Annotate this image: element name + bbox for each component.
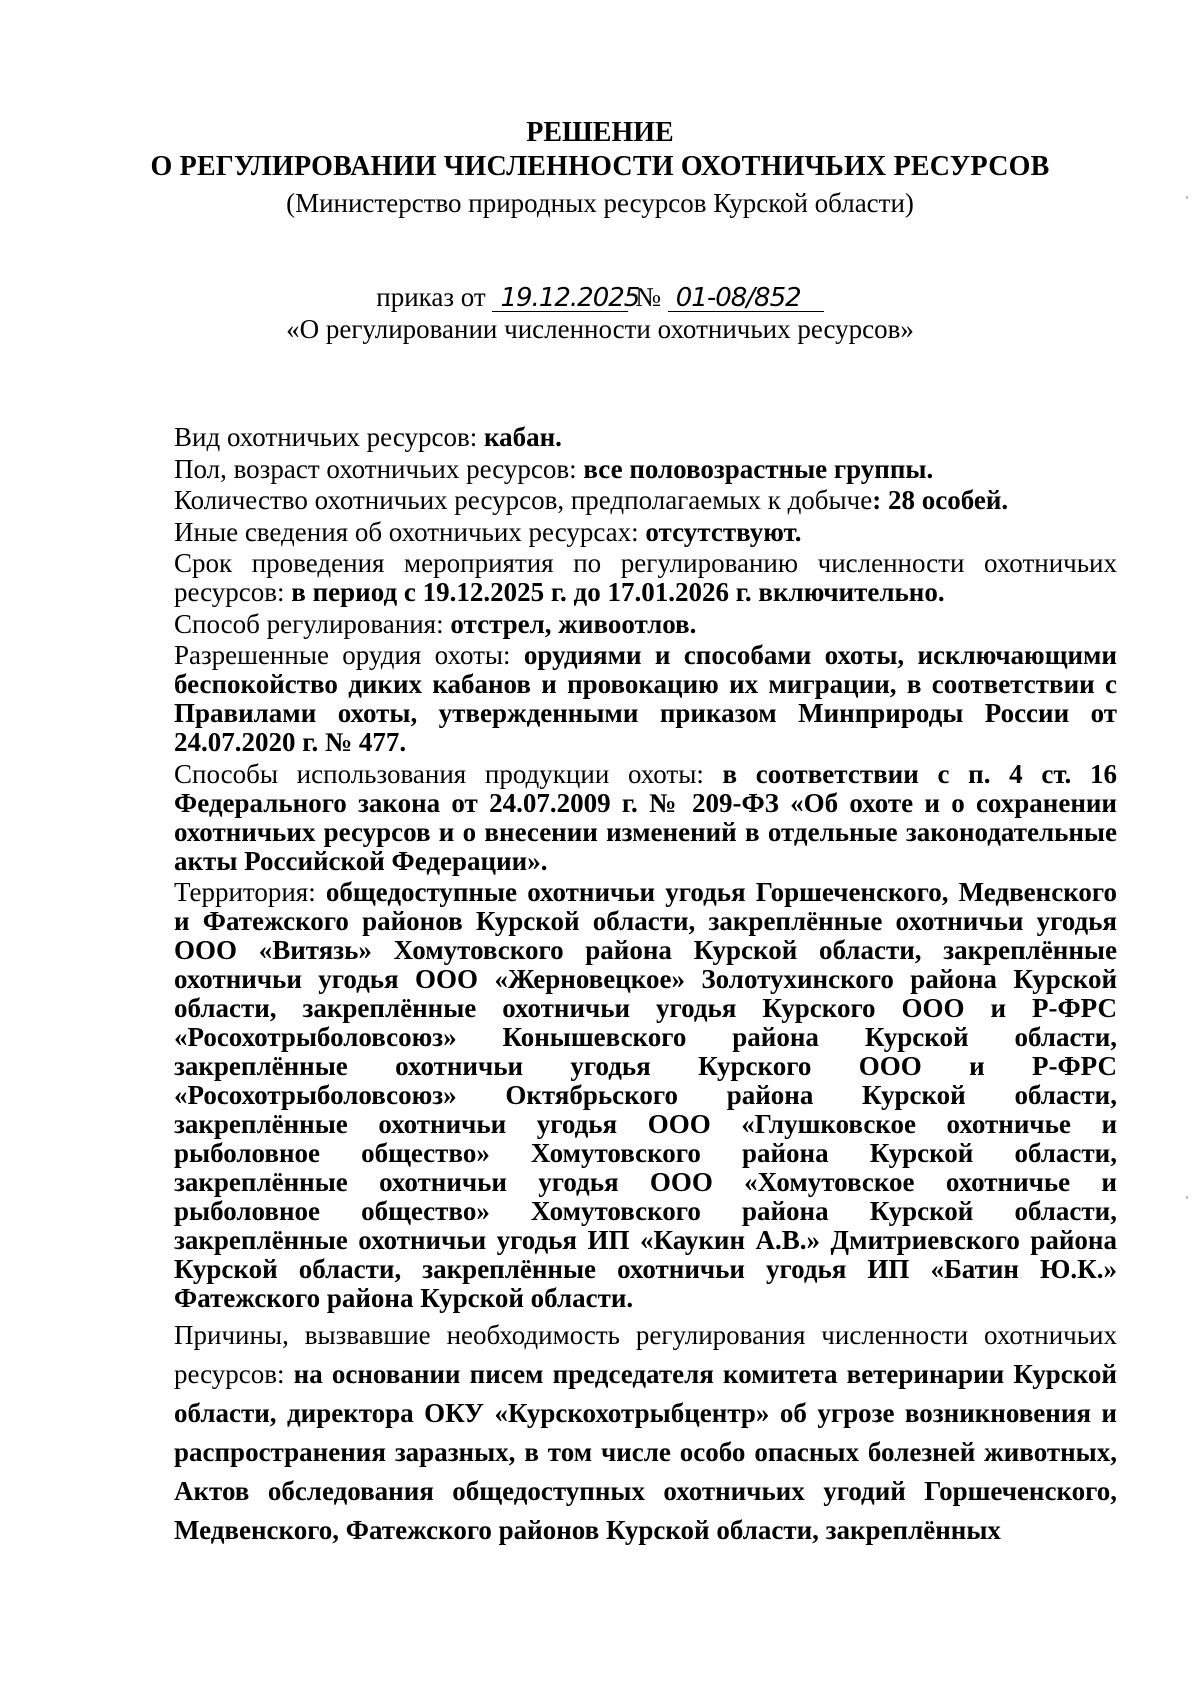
field-label: Причины, вызвавшие необходимость регулирования численности охотничьих ресурсов: (174, 1319, 1117, 1389)
field-value: отстрел, живоотлов. (450, 608, 697, 639)
field-value: кабан. (483, 422, 562, 452)
field-label: Иные сведения об охотничьих ресурсах: (174, 516, 646, 547)
field-label: Срок проведения мероприятия по регулированию численности охотничьих ресурсов: (174, 548, 1117, 607)
field-value: : 28 особей. (872, 485, 1009, 515)
field-label: Вид охотничьих ресурсов: (174, 422, 484, 452)
field-value: все половозрастные группы. (583, 453, 934, 484)
field-species (174, 423, 1117, 452)
field-value: отсутствуют. (645, 516, 802, 547)
field-sex-age (174, 455, 1117, 484)
issuing-authority: (Министерство природных ресурсов Курской области) (286, 188, 914, 218)
scan-speck (1186, 196, 1188, 199)
order-date-handwritten: 19.12.2025 (492, 285, 628, 312)
document-title: РЕШЕНИЕ (526, 117, 674, 148)
field-value: общедоступные охотничьи угодья Горшеченского, Медвенского и Фатежского районов Курской области, закреплённые охотничьи угодья ООО «Витязь» Хомутовского района Курской области, закреплённые охотничьи угодья ООО «Жерновецкое» Золотухинского района Курской области, закреплённые охотничьи угодья Курского ООО и Р-ФРС «Росохотрыболовсоюз» Конышевского района Курской области, закреплённые охотничьи угодья Курского ООО и Р-ФРС «Росохотрыболовсоюз» Октябрьского района Курской области, закреплённые охотничьи угодья ООО «Глушковское охотничье и рыболовное общество» Хомутовского района Курской области, закреплённые охотничьи угодья ООО «Хомутовское охотничье и рыболовное общество» Хомутовского района Курской области, закреплённые охотничьи угодья ИП «Каукин А.В.» Дмитриевского района Курской области, закреплённые охотничьи угодья ИП «Батин Ю.К.» Фатежского района Курской области. (174, 877, 1117, 1313)
field-value: орудиями и способами охоты, исключающими беспокойство диких кабанов и провокацию их миграции, в соответствии с Правилами охоты, утвержденными приказом Минприроды России от 24.07.2020 г. № 477. (174, 640, 1117, 757)
field-period (174, 549, 1117, 607)
field-method (174, 610, 1117, 639)
scan-speck (1186, 1196, 1188, 1199)
order-title: «О регулировании численности охотничьих ресурсов» (286, 314, 914, 344)
order-number-sign: № (635, 282, 661, 312)
document-heading: О РЕГУЛИРОВАНИИ ЧИСЛЕННОСТИ ОХОТНИЧЬИХ РЕСУРСОВ (150, 151, 1050, 182)
field-reasons (174, 1316, 1117, 1550)
field-territory (174, 878, 1117, 1313)
field-quantity (174, 486, 1117, 515)
field-other-info (174, 518, 1117, 547)
field-value: в период с 19.12.2025 г. до 17.01.2026 г. включительно. (291, 577, 945, 607)
field-value: в соответствии с п. 4 ст. 16 Федерального закона от 24.07.2009 г. № 209-ФЗ «Об охоте и о сохранении охотничьих ресурсов и о внесении изменений в отдельные законодательные акты Российской Федерации». (174, 758, 1118, 876)
field-value: на основании писем председателя комитета ветеринарии Курской области, директора ОКУ «Курскохотрыбцентр» об угрозе возникновения и распространения заразных, в том числе особо опасных болезней животных, Актов обследования общедоступных охотничьих угодий Горшеченского, Медвенского, Фатежского районов Курской области, закреплённых (174, 1358, 1117, 1545)
order-reference (0, 280, 1200, 314)
order-number-handwritten: 01-08/852 (668, 285, 824, 312)
field-label: Способы использования продукции охоты: (174, 758, 723, 789)
field-label: Пол, возраст охотничьих ресурсов: (174, 453, 584, 484)
field-label: Разрешенные орудия охоты: (174, 640, 524, 670)
decision-body (174, 423, 1117, 1552)
field-label: Способ регулирования: (174, 608, 451, 639)
field-label: Территория: (174, 877, 326, 907)
field-products (174, 760, 1117, 876)
field-label: Количество охотничьих ресурсов, предполагаемых к добыче (174, 485, 873, 515)
field-tools (174, 641, 1117, 757)
order-prefix: приказ от (376, 282, 486, 312)
